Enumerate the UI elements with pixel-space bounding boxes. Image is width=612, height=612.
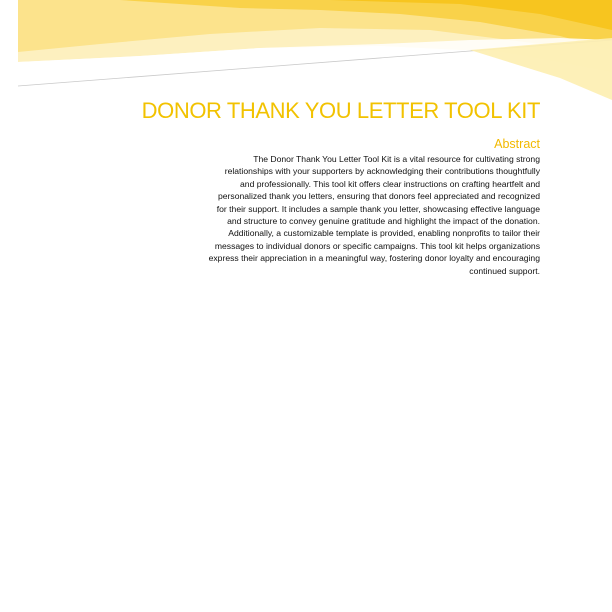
abstract-line: The Donor Thank You Letter Tool Kit is a vital resource for cultivating strong — [253, 154, 540, 164]
abstract-line: express their appreciation in a meaningful way, fostering donor loyalty and encouraging — [208, 253, 540, 264]
abstract-body — [140, 153, 540, 277]
abstract-line: Additionally, a customizable template is provided, enabling nonprofits to tailor their — [228, 228, 540, 239]
abstract-line: personalized thank you letters, ensuring that donors feel appreciated and recognized — [218, 191, 540, 202]
abstract-heading: Abstract — [494, 137, 540, 151]
header-banner-graphic — [0, 0, 612, 100]
abstract-line: and structure to convey genuine gratitude and highlight the impact of the donation. — [227, 216, 540, 227]
document-title: DONOR THANK YOU LETTER TOOL KIT — [141, 98, 540, 123]
abstract-line: and professionally. This tool kit offers clear instructions on crafting heartfelt and — [240, 178, 540, 189]
abstract-line: relationships with your supporters by acknowledging their contributions thoughtfully — [224, 166, 540, 177]
abstract-line: for their support. It includes a sample thank you letter, showcasing effective language — [216, 203, 540, 214]
abstract-line: continued support. — [469, 265, 540, 276]
abstract-line: messages to individual donors or specific campaigns. This tool kit helps organizations — [214, 240, 540, 251]
